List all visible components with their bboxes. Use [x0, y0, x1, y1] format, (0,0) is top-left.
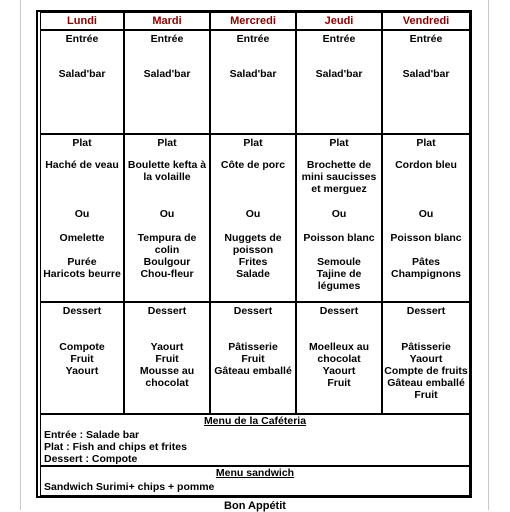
- plat-alt: Poisson blanc: [303, 232, 375, 244]
- plat-sides: Purée Haricots beurre: [43, 256, 121, 280]
- day-header-1: Mardi: [124, 12, 210, 30]
- day-header-4: Vendredi: [382, 12, 470, 30]
- plat-label: Plat: [243, 137, 263, 149]
- entree-cell-4: [382, 30, 470, 134]
- entree-cell-2: [210, 30, 296, 134]
- entree-label: Entrée: [150, 33, 184, 45]
- plat-sides: Frites Salade: [236, 256, 270, 280]
- entree-item: Salad'bar: [229, 68, 277, 80]
- entree-cell-1: [124, 30, 210, 134]
- dessert-label: Dessert: [233, 305, 273, 317]
- dessert-items: Yaourt Fruit Mousse au chocolat: [139, 341, 195, 389]
- footer-bon-appetit: Bon Appétit: [224, 500, 286, 512]
- plat-main: Cordon bleu: [395, 159, 457, 171]
- cafeteria-menu-title: Menu de la Caféteria: [203, 415, 307, 427]
- plat-label: Plat: [157, 137, 177, 149]
- plat-cell-0: [40, 134, 124, 302]
- plat-main: Côte de porc: [220, 159, 286, 171]
- dessert-label: Dessert: [62, 305, 102, 317]
- dessert-label: Dessert: [406, 305, 446, 317]
- dessert-cell-4: [382, 302, 470, 414]
- dessert-label: Dessert: [147, 305, 187, 317]
- cafeteria-menu-box: [40, 414, 470, 466]
- dessert-cell-3: [296, 302, 382, 414]
- plat-alt: Omelette: [59, 232, 105, 244]
- cafeteria-line-plat: Plat : Fish and chips et frites: [44, 441, 187, 453]
- day-header-2: Mercredi: [210, 12, 296, 30]
- page-edge-left: [20, 0, 21, 510]
- plat-label: Plat: [416, 137, 436, 149]
- plat-sides: Boulgour Chou-fleur: [140, 256, 194, 280]
- entree-cell-0: [40, 30, 124, 134]
- entree-cell-3: [296, 30, 382, 134]
- plat-cell-1: [124, 134, 210, 302]
- entree-label: Entrée: [322, 33, 356, 45]
- plat-cell-3: [296, 134, 382, 302]
- cafeteria-line-dessert: Dessert : Compote: [44, 453, 138, 465]
- page-edge-right: [488, 0, 489, 510]
- plat-sides: Semoule Tajine de légumes: [316, 256, 362, 292]
- plat-main: Boulette kefta à la volaille: [127, 159, 207, 183]
- cafeteria-line-entree: Entrée : Salade bar: [44, 429, 140, 441]
- dessert-cell-0: [40, 302, 124, 414]
- plat-label: Plat: [72, 137, 92, 149]
- entree-item: Salad'bar: [58, 68, 106, 80]
- entree-label: Entrée: [409, 33, 443, 45]
- plat-ou: Ou: [331, 208, 347, 220]
- plat-ou: Ou: [418, 208, 434, 220]
- plat-alt: Tempura de colin: [137, 232, 197, 256]
- plat-alt: Nuggets de poisson: [224, 232, 282, 256]
- dessert-items: Compote Fruit Yaourt: [59, 341, 105, 377]
- sandwich-menu-title: Menu sandwich: [215, 467, 295, 479]
- entree-item: Salad'bar: [143, 68, 191, 80]
- day-header-0: Lundi: [40, 12, 124, 30]
- dessert-items: Moelleux au chocolat Yaourt Fruit: [308, 341, 370, 389]
- dessert-items: Pâtisserie Yaourt Compte de fruits Gâteau emballé Fruit: [384, 341, 468, 401]
- plat-sides: Pâtes Champignons: [391, 256, 461, 280]
- plat-cell-2: [210, 134, 296, 302]
- sandwich-menu-line: Sandwich Surimi+ chips + pomme: [44, 481, 215, 493]
- entree-label: Entrée: [65, 33, 99, 45]
- plat-ou: Ou: [245, 208, 261, 220]
- plat-main: Haché de veau: [45, 159, 119, 171]
- entree-item: Salad'bar: [315, 68, 363, 80]
- dessert-cell-1: [124, 302, 210, 414]
- entree-item: Salad'bar: [402, 68, 450, 80]
- day-header-3: Jeudi: [296, 12, 382, 30]
- plat-cell-4: [382, 134, 470, 302]
- dessert-label: Dessert: [319, 305, 359, 317]
- plat-ou: Ou: [74, 208, 90, 220]
- dessert-items: Pâtisserie Fruit Gâteau emballé: [214, 341, 292, 377]
- sandwich-menu-box: [40, 466, 470, 496]
- dessert-cell-2: [210, 302, 296, 414]
- plat-ou: Ou: [159, 208, 175, 220]
- plat-main: Brochette de mini saucisses et merguez: [301, 159, 377, 195]
- plat-alt: Poisson blanc: [390, 232, 462, 244]
- entree-label: Entrée: [236, 33, 270, 45]
- plat-label: Plat: [329, 137, 349, 149]
